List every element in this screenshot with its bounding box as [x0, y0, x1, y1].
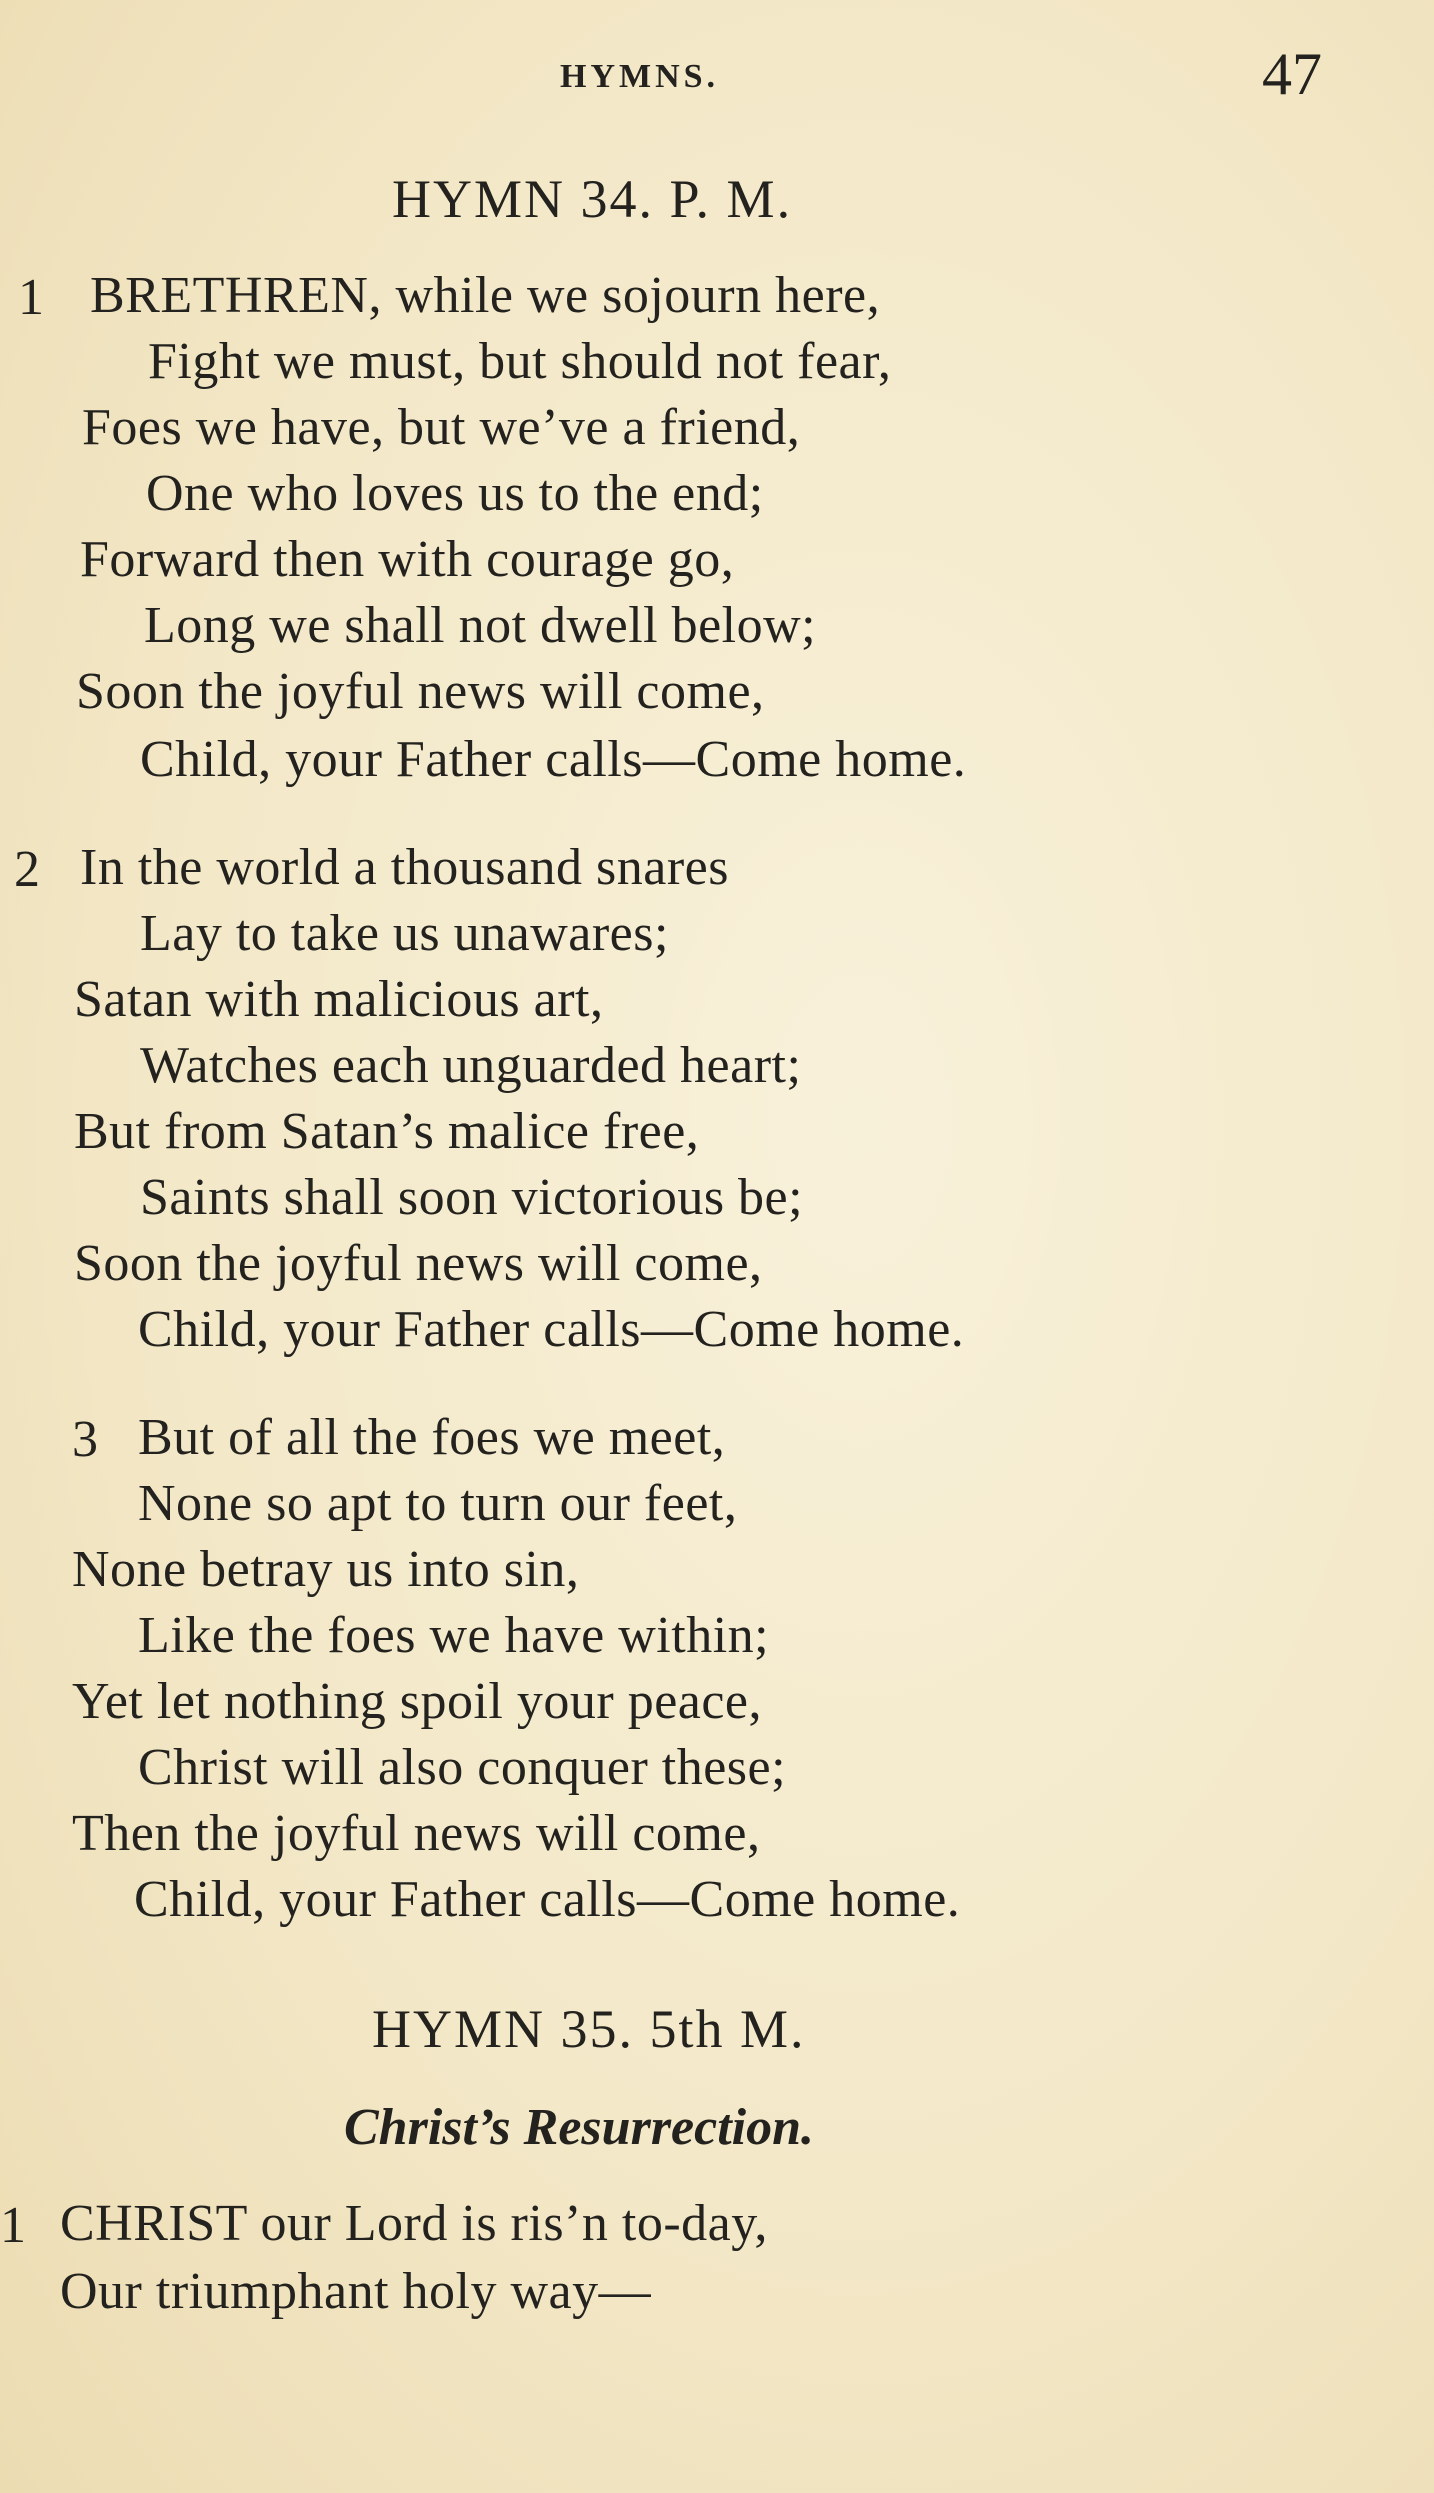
- hymn-34-line: Yet let nothing spoil your peace,: [72, 1673, 763, 1730]
- hymn-34-line: One who loves us to the end;: [146, 465, 764, 522]
- hymn-35-line: Our triumphant holy way—: [60, 2263, 652, 2320]
- hymn-34-line: In the world a thousand snares: [80, 839, 729, 896]
- hymn-34-line: None betray us into sin,: [72, 1541, 580, 1598]
- hymn-34-title: HYMN 34. P. M.: [392, 169, 793, 229]
- hymn-34-line: Child, your Father calls—Come home.: [140, 731, 967, 788]
- hymn-34-line: Watches each unguarded heart;: [140, 1037, 802, 1094]
- hymn-34-line: But from Satan’s malice free,: [74, 1103, 700, 1160]
- hymn-34-line: Child, your Father calls—Come home.: [138, 1301, 965, 1358]
- page-number: 47: [1262, 41, 1322, 107]
- stanza-3-number: 3: [72, 1411, 98, 1468]
- hymn-34-line: Soon the joyful news will come,: [76, 663, 765, 720]
- hymn-34-line: Child, your Father calls—Come home.: [134, 1871, 961, 1928]
- hymn-34-line: Long we shall not dwell below;: [144, 597, 817, 654]
- running-head: HYMNS.: [560, 58, 720, 95]
- hymn-34-line: Fight we must, but should not fear,: [148, 333, 892, 390]
- hymn-35-line: CHRIST our Lord is ris’n to-day,: [60, 2195, 768, 2252]
- hymn-34-line: Lay to take us unawares;: [140, 905, 669, 962]
- stanza-2-number: 2: [14, 841, 40, 898]
- hymn-34-line: BRETHREN, while we sojourn here,: [90, 267, 881, 324]
- hymn-35-title: HYMN 35. 5th M.: [372, 1999, 806, 2059]
- hymn-35-subtitle: Christ’s Resurrection.: [344, 2099, 815, 2156]
- hymn-34-line: Foes we have, but we’ve a friend,: [82, 399, 801, 456]
- stanza-1-number: 1: [18, 269, 44, 326]
- hymn-34-line: Like the foes we have within;: [138, 1607, 770, 1664]
- hymn-34-line: Christ will also conquer these;: [138, 1739, 787, 1796]
- hymn-34-line: Saints shall soon victorious be;: [140, 1169, 804, 1226]
- hymn-34-line: Then the joyful news will come,: [72, 1805, 761, 1862]
- hymn-34-line: Forward then with courage go,: [80, 531, 735, 588]
- stanza-1-number: 1: [0, 2197, 26, 2254]
- hymn-34-line: But of all the foes we meet,: [138, 1409, 726, 1466]
- hymn-34-line: Soon the joyful news will come,: [74, 1235, 763, 1292]
- hymn-34-line: Satan with malicious art,: [74, 971, 604, 1028]
- hymn-34-line: None so apt to turn our feet,: [138, 1475, 738, 1532]
